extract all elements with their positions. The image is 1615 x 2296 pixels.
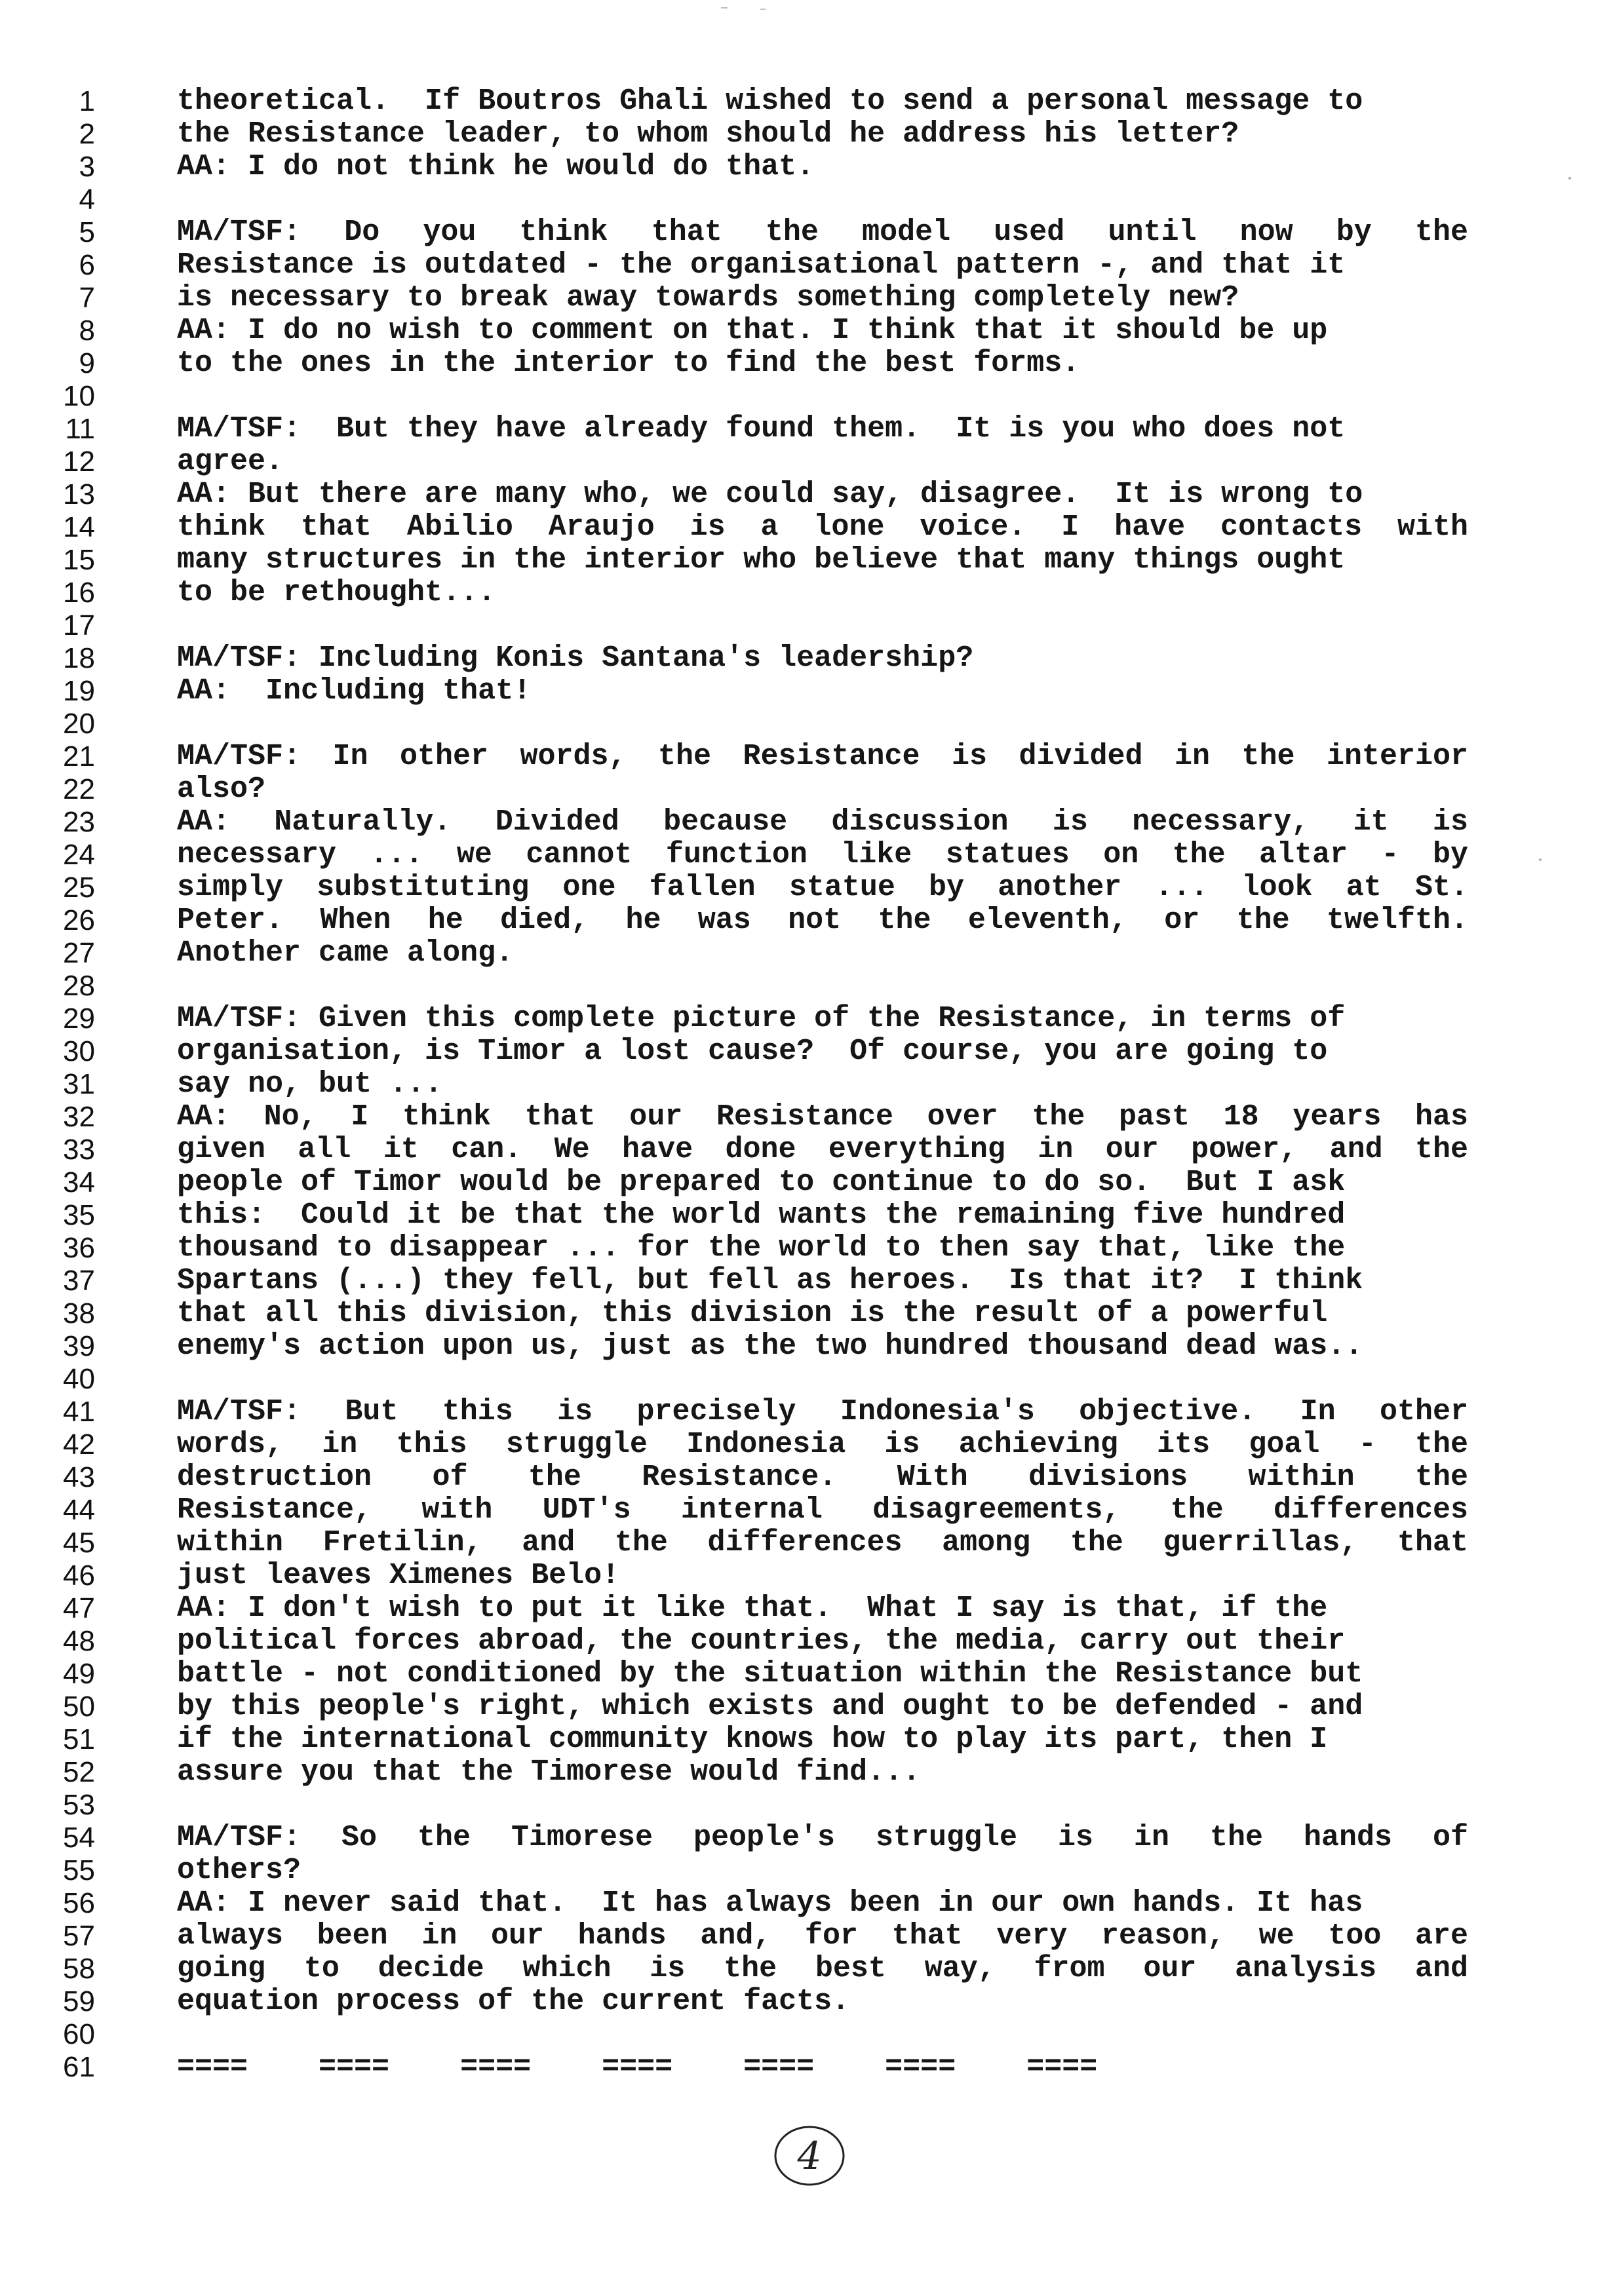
line-number: 37 xyxy=(63,1265,95,1297)
document-line xyxy=(0,1265,1615,1297)
line-text: AA: But there are many who, we could say, disagree. It is wrong to xyxy=(177,478,1363,511)
document-line xyxy=(0,1887,1615,1920)
line-text: to the ones in the interior to find the best forms. xyxy=(177,347,1080,380)
page-number-stamp xyxy=(770,2120,849,2192)
document-line xyxy=(0,1101,1615,1134)
line-text: MA/TSF: But this is precisely Indonesia's objective. In other xyxy=(177,1396,1468,1428)
document-line xyxy=(0,1134,1615,1166)
line-text: agree. xyxy=(177,446,284,478)
document-line xyxy=(0,118,1615,151)
line-text: think that Abilio Araujo is a lone voice. I have contacts with xyxy=(177,511,1468,544)
document-line xyxy=(0,1297,1615,1330)
line-number: 43 xyxy=(63,1461,95,1493)
line-number: 19 xyxy=(63,675,95,707)
document-line xyxy=(0,183,1615,216)
line-text: MA/TSF: In other words, the Resistance is divided in the interior xyxy=(177,740,1468,773)
line-number: 28 xyxy=(63,970,95,1002)
line-text: Spartans (...) they fell, but fell as heroes. Is that it? I think xyxy=(177,1265,1363,1297)
line-text: AA: I do not think he would do that. xyxy=(177,151,815,183)
document-line xyxy=(0,1199,1615,1232)
line-number: 54 xyxy=(63,1822,95,1854)
line-number: 45 xyxy=(63,1527,95,1559)
document-line xyxy=(0,1723,1615,1756)
line-text: equation process of the current facts. xyxy=(177,1985,850,2018)
line-number: 2 xyxy=(79,118,95,150)
document-line xyxy=(0,1330,1615,1363)
line-number: 9 xyxy=(79,347,95,379)
line-text: always been in our hands and, for that very reason, we too are xyxy=(177,1920,1468,1953)
document-line xyxy=(0,1854,1615,1887)
line-number: 52 xyxy=(63,1756,95,1788)
document-line xyxy=(0,1756,1615,1789)
line-number: 21 xyxy=(63,740,95,773)
line-number: 32 xyxy=(63,1101,95,1133)
line-number: 25 xyxy=(63,871,95,904)
line-number: 10 xyxy=(63,380,95,412)
line-text: MA/TSF: But they have already found them. It is you who does not xyxy=(177,413,1346,446)
document-line xyxy=(0,2051,1615,2084)
line-number: 48 xyxy=(63,1625,95,1657)
document-line xyxy=(0,2018,1615,2051)
document-line xyxy=(0,1068,1615,1101)
line-number: 51 xyxy=(63,1723,95,1755)
line-number: 35 xyxy=(63,1199,95,1231)
line-number: 20 xyxy=(63,708,95,740)
document-line xyxy=(0,478,1615,511)
document-line xyxy=(0,1166,1615,1199)
line-number: 44 xyxy=(63,1494,95,1526)
document-line xyxy=(0,413,1615,446)
line-text: assure you that the Timorese would find... xyxy=(177,1756,921,1789)
line-text: within Fretilin, and the differences among the guerrillas, that xyxy=(177,1527,1468,1559)
document-line xyxy=(0,446,1615,478)
line-text: AA: I do no wish to comment on that. I think that it should be up xyxy=(177,315,1328,347)
document-line xyxy=(0,380,1615,413)
document-line xyxy=(0,1691,1615,1723)
line-text: political forces abroad, the countries, the media, carry out their xyxy=(177,1625,1346,1658)
document-line xyxy=(0,609,1615,642)
line-text: AA: Including that! xyxy=(177,675,532,708)
line-text: also? xyxy=(177,773,266,806)
line-number: 36 xyxy=(63,1232,95,1264)
document-line xyxy=(0,1494,1615,1527)
line-number: 24 xyxy=(63,839,95,871)
line-text: others? xyxy=(177,1854,302,1887)
document-body xyxy=(0,85,1615,2084)
document-line xyxy=(0,1396,1615,1428)
line-number: 55 xyxy=(63,1854,95,1886)
line-text: say no, but ... xyxy=(177,1068,443,1101)
line-text: AA: No, I think that our Resistance over the past 18 years has xyxy=(177,1101,1468,1134)
line-text: this: Could it be that the world wants the remaining five hundred xyxy=(177,1199,1346,1232)
line-number: 16 xyxy=(63,577,95,609)
line-number: 6 xyxy=(79,249,95,281)
line-number: 57 xyxy=(63,1920,95,1952)
line-text: people of Timor would be prepared to continue to do so. But I ask xyxy=(177,1166,1346,1199)
line-number: 18 xyxy=(63,642,95,674)
document-line xyxy=(0,577,1615,609)
document-line xyxy=(0,937,1615,970)
document-line xyxy=(0,1428,1615,1461)
document-line xyxy=(0,970,1615,1003)
document-line xyxy=(0,740,1615,773)
document-line xyxy=(0,1658,1615,1691)
line-text: MA/TSF: Do you think that the model used until now by the xyxy=(177,216,1468,249)
document-line xyxy=(0,315,1615,347)
line-text: thousand to disappear ... for the world to then say that, like the xyxy=(177,1232,1346,1265)
line-text: necessary ... we cannot function like statues on the altar - by xyxy=(177,839,1468,871)
document-line xyxy=(0,151,1615,183)
line-text: the Resistance leader, to whom should he address his letter? xyxy=(177,118,1239,151)
line-number: 33 xyxy=(63,1134,95,1166)
line-text: MA/TSF: Including Konis Santana's leadership? xyxy=(177,642,974,675)
line-text: MA/TSF: So the Timorese people's struggle is in the hands of xyxy=(177,1822,1468,1854)
line-number: 59 xyxy=(63,1985,95,2018)
line-number: 38 xyxy=(63,1297,95,1330)
document-line xyxy=(0,85,1615,118)
document-line xyxy=(0,1461,1615,1494)
line-number: 49 xyxy=(63,1658,95,1690)
line-text: theoretical. If Boutros Ghali wished to send a personal message to xyxy=(177,85,1363,118)
line-text: that all this division, this division is the result of a powerful xyxy=(177,1297,1328,1330)
line-number: 58 xyxy=(63,1953,95,1985)
document-line xyxy=(0,1985,1615,2018)
document-line xyxy=(0,1363,1615,1396)
line-text: is necessary to break away towards something completely new? xyxy=(177,282,1239,315)
line-text: battle - not conditioned by the situation within the Resistance but xyxy=(177,1658,1363,1691)
line-number: 26 xyxy=(63,904,95,936)
line-number: 17 xyxy=(63,609,95,641)
line-number: 61 xyxy=(63,2051,95,2083)
document-line xyxy=(0,773,1615,806)
line-number: 8 xyxy=(79,315,95,347)
line-number: 1 xyxy=(79,85,95,117)
line-text: to be rethought... xyxy=(177,577,496,609)
line-number: 14 xyxy=(63,511,95,543)
document-line xyxy=(0,839,1615,871)
line-text: organisation, is Timor a lost cause? Of course, you are going to xyxy=(177,1035,1328,1068)
line-text: destruction of the Resistance. With divisions within the xyxy=(177,1461,1468,1494)
line-number: 53 xyxy=(63,1789,95,1821)
document-line xyxy=(0,642,1615,675)
line-text: by this people's right, which exists and ought to be defended - and xyxy=(177,1691,1363,1723)
line-number: 56 xyxy=(63,1887,95,1919)
document-line xyxy=(0,347,1615,380)
document-line xyxy=(0,1035,1615,1068)
line-text: going to decide which is the best way, from our analysis and xyxy=(177,1953,1468,1985)
line-text: words, in this struggle Indonesia is achieving its goal - the xyxy=(177,1428,1468,1461)
document-line xyxy=(0,871,1615,904)
line-number: 23 xyxy=(63,806,95,838)
line-number: 5 xyxy=(79,216,95,248)
line-number: 40 xyxy=(63,1363,95,1395)
line-text: many structures in the interior who believe that many things ought xyxy=(177,544,1346,577)
line-number: 27 xyxy=(63,937,95,969)
document-line xyxy=(0,249,1615,282)
line-number: 4 xyxy=(79,183,95,216)
line-number: 34 xyxy=(63,1166,95,1198)
line-number: 11 xyxy=(65,413,95,445)
line-text: enemy's action upon us, just as the two hundred thousand dead was.. xyxy=(177,1330,1363,1363)
document-line xyxy=(0,1920,1615,1953)
document-line xyxy=(0,904,1615,937)
line-text: Resistance is outdated - the organisational pattern -, and that it xyxy=(177,249,1346,282)
line-text: Peter. When he died, he was not the eleventh, or the twelfth. xyxy=(177,904,1468,937)
line-number: 46 xyxy=(63,1559,95,1592)
document-line xyxy=(0,1822,1615,1854)
line-number: 12 xyxy=(63,446,95,478)
document-line xyxy=(0,1232,1615,1265)
line-number: 47 xyxy=(63,1592,95,1624)
line-text: Resistance, with UDT's internal disagreements, the differences xyxy=(177,1494,1468,1527)
line-text: simply substituting one fallen statue by another ... look at St. xyxy=(177,871,1468,904)
document-line xyxy=(0,216,1615,249)
document-line xyxy=(0,708,1615,740)
line-number: 7 xyxy=(79,282,95,314)
document-line xyxy=(0,1003,1615,1035)
line-text: AA: I never said that. It has always been in our own hands. It has xyxy=(177,1887,1363,1920)
document-line xyxy=(0,1559,1615,1592)
line-number: 31 xyxy=(63,1068,95,1100)
line-text: AA: Naturally. Divided because discussion is necessary, it is xyxy=(177,806,1468,839)
line-text: if the international community knows how to play its part, then I xyxy=(177,1723,1328,1756)
line-text: AA: I don't wish to put it like that. What I say is that, if the xyxy=(177,1592,1328,1625)
line-number: 30 xyxy=(63,1035,95,1067)
document-line xyxy=(0,544,1615,577)
line-number: 3 xyxy=(79,151,95,183)
line-number: 39 xyxy=(63,1330,95,1362)
line-number: 41 xyxy=(63,1396,95,1428)
document-line xyxy=(0,1527,1615,1559)
line-number: 15 xyxy=(63,544,95,576)
document-line xyxy=(0,1789,1615,1822)
line-number: 29 xyxy=(63,1003,95,1035)
document-line xyxy=(0,282,1615,315)
line-number: 13 xyxy=(63,478,95,510)
line-number: 42 xyxy=(63,1428,95,1461)
document-line xyxy=(0,1592,1615,1625)
page-number: 4 xyxy=(797,2133,822,2178)
line-number: 60 xyxy=(63,2018,95,2050)
document-line xyxy=(0,675,1615,708)
document-line xyxy=(0,1625,1615,1658)
line-number: 22 xyxy=(63,773,95,805)
line-number: 50 xyxy=(63,1691,95,1723)
document-line xyxy=(0,1953,1615,1985)
document-line xyxy=(0,511,1615,544)
line-text: given all it can. We have done everything in our power, and the xyxy=(177,1134,1468,1166)
line-text: MA/TSF: Given this complete picture of the Resistance, in terms of xyxy=(177,1003,1346,1035)
end-divider: ==== ==== ==== ==== ==== ==== ==== xyxy=(177,2051,1098,2084)
document-line xyxy=(0,806,1615,839)
line-text: Another came along. xyxy=(177,937,514,970)
line-text: just leaves Ximenes Belo! xyxy=(177,1559,620,1592)
